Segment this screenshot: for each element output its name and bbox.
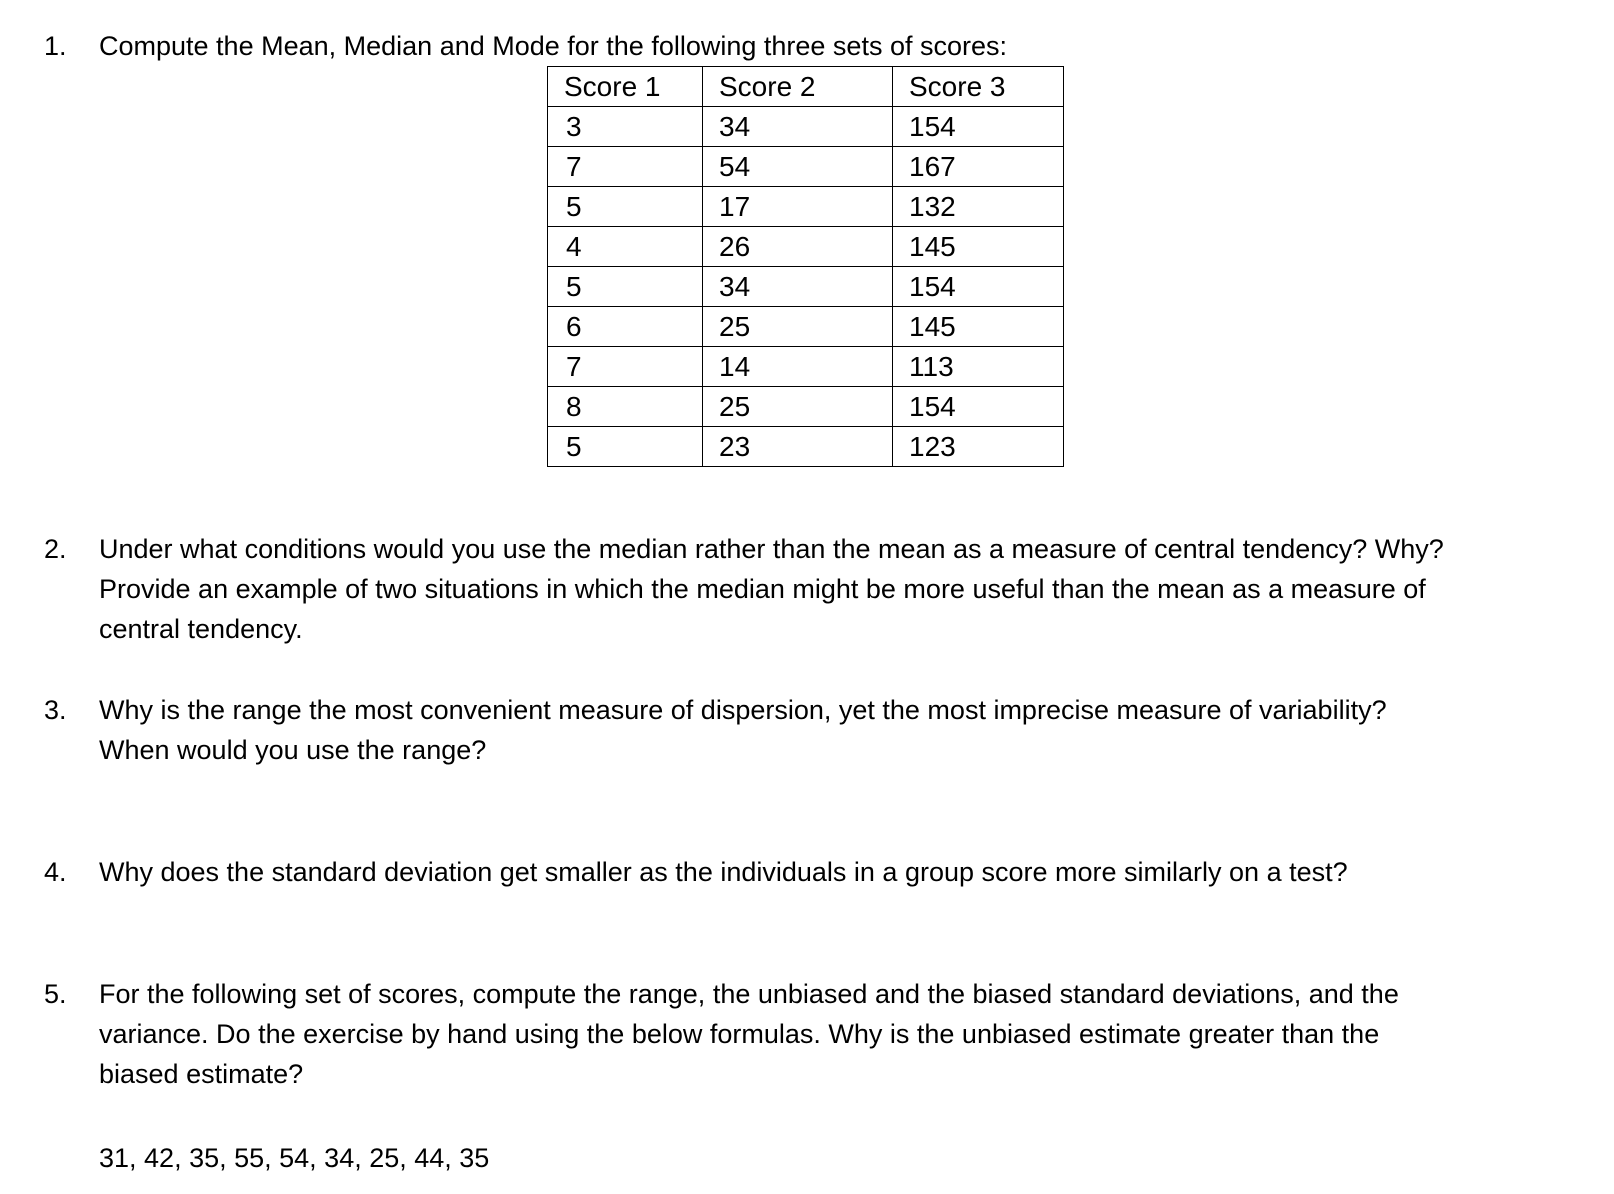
table-row [548, 427, 1064, 467]
table-cell: 8 [548, 387, 703, 427]
table-cell: 3 [548, 107, 703, 147]
question-4-number: 4. [44, 857, 67, 887]
question-2-line-2: Provide an example of two situations in which the median might be more useful than the mean as a measure of [99, 574, 1426, 604]
table-cell: 123 [893, 427, 1064, 467]
table-cell: 113 [893, 347, 1064, 387]
table-cell: 7 [548, 147, 703, 187]
table-cell: 17 [703, 187, 893, 227]
table-row [548, 347, 1064, 387]
question-5-number: 5. [44, 979, 67, 1009]
table-row [548, 387, 1064, 427]
table-cell: 4 [548, 227, 703, 267]
question-5-text [99, 974, 1609, 1094]
table-cell: 145 [893, 307, 1064, 347]
question-3-text [99, 690, 1609, 770]
table-cell: 5 [548, 427, 703, 467]
question-2-line-3: central tendency. [99, 614, 303, 644]
table-cell: 5 [548, 267, 703, 307]
table-cell: 23 [703, 427, 893, 467]
table-cell: 34 [703, 267, 893, 307]
question-3-number: 3. [44, 695, 67, 725]
table-cell: 7 [548, 347, 703, 387]
table-cell: 25 [703, 307, 893, 347]
question-5-line-1: For the following set of scores, compute the range, the unbiased and the biased standard deviations, and the [99, 979, 1399, 1009]
table-cell: 14 [703, 347, 893, 387]
table-header-score-3: Score 3 [893, 67, 1064, 107]
question-2-number: 2. [44, 534, 67, 564]
table-row [548, 107, 1064, 147]
question-4-line-1: Why does the standard deviation get smaller as the individuals in a group score more similarly on a test? [99, 857, 1348, 887]
question-3-line-1: Why is the range the most convenient measure of dispersion, yet the most imprecise measure of variability? [99, 695, 1387, 725]
scores-table [547, 66, 1064, 467]
question-5-line-2: variance. Do the exercise by hand using the below formulas. Why is the unbiased estimate greater than the [99, 1019, 1380, 1049]
table-header-score-2: Score 2 [703, 67, 893, 107]
question-5-line-3: biased estimate? [99, 1059, 304, 1089]
question-2-text [99, 529, 1609, 649]
table-cell: 132 [893, 187, 1064, 227]
question-4-text [99, 852, 1609, 892]
table-header-row [548, 67, 1064, 107]
question-1-number: 1. [44, 31, 67, 61]
table-cell: 167 [893, 147, 1064, 187]
table-cell: 25 [703, 387, 893, 427]
table-cell: 34 [703, 107, 893, 147]
table-row [548, 227, 1064, 267]
question-3-line-2: When would you use the range? [99, 735, 487, 765]
table-cell: 54 [703, 147, 893, 187]
table-cell: 6 [548, 307, 703, 347]
table-cell: 154 [893, 107, 1064, 147]
table-cell: 5 [548, 187, 703, 227]
table-header-score-1: Score 1 [548, 67, 703, 107]
question-5-scores: 31, 42, 35, 55, 54, 34, 25, 44, 35 [99, 1143, 490, 1173]
table-cell: 154 [893, 267, 1064, 307]
table-row [548, 307, 1064, 347]
question-1-text [99, 26, 1609, 66]
question-2-line-1: Under what conditions would you use the median rather than the mean as a measure of central tendency? Why? [99, 534, 1444, 564]
table-row [548, 187, 1064, 227]
table-cell: 26 [703, 227, 893, 267]
table-row [548, 147, 1064, 187]
table-cell: 145 [893, 227, 1064, 267]
table-cell: 154 [893, 387, 1064, 427]
table-row [548, 267, 1064, 307]
question-1-line-1: Compute the Mean, Median and Mode for the following three sets of scores: [99, 31, 1007, 61]
